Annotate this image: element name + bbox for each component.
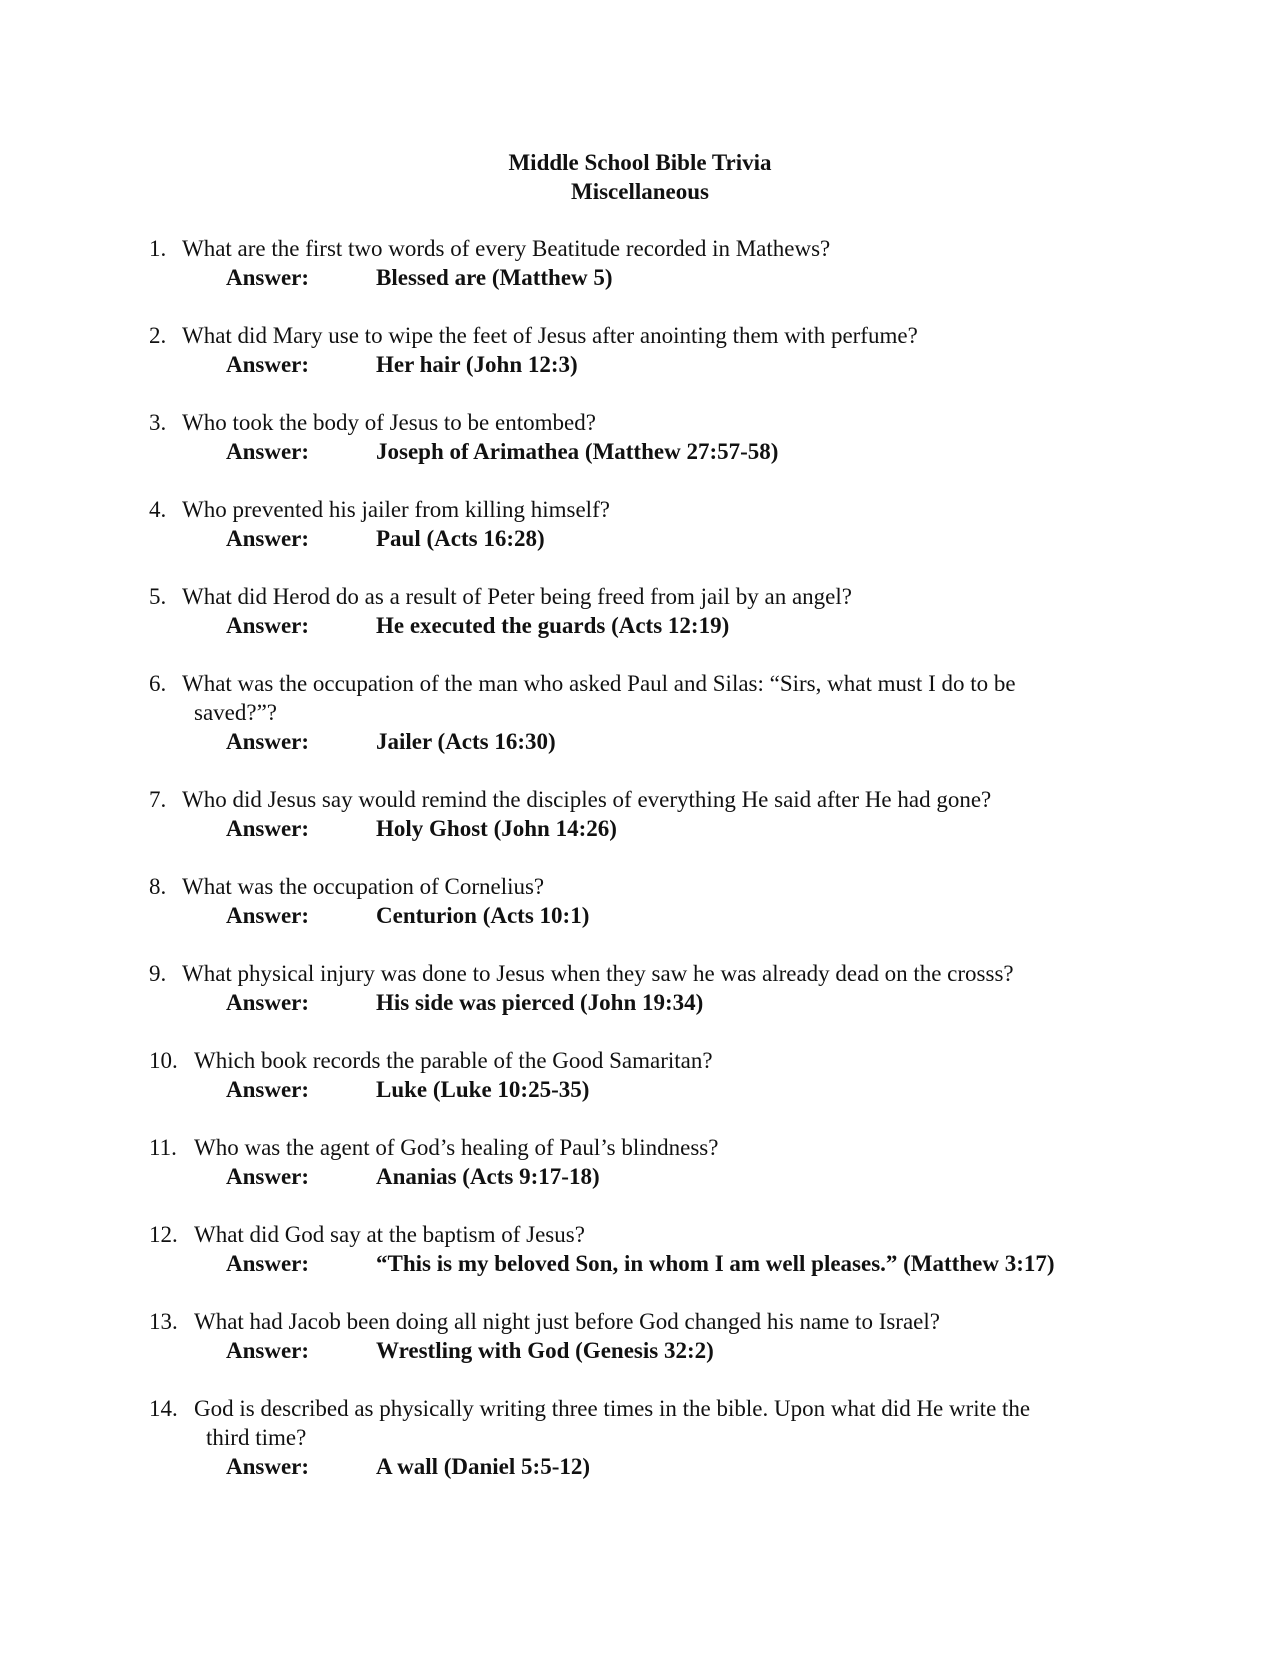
question-text: Who did Jesus say would remind the disciples of everything He said after He had gone? bbox=[182, 787, 992, 812]
question-number: 13. bbox=[149, 1309, 178, 1334]
answer-text: Blessed are (Matthew 5) bbox=[376, 265, 613, 290]
question-number: 2. bbox=[149, 323, 167, 348]
question-number: 4. bbox=[149, 497, 167, 522]
answer-row bbox=[149, 1452, 1149, 1481]
question-number: 12. bbox=[149, 1222, 178, 1247]
answer-label: Answer: bbox=[226, 439, 310, 464]
answer-text: Joseph of Arimathea (Matthew 27:57-58) bbox=[376, 439, 779, 464]
question-line bbox=[149, 785, 1149, 814]
question-line bbox=[149, 1307, 1149, 1336]
answer-row bbox=[149, 611, 1149, 640]
answer-row bbox=[149, 1075, 1149, 1104]
question-line bbox=[149, 1220, 1149, 1249]
answer-row bbox=[149, 1249, 1149, 1278]
question-line bbox=[149, 321, 1149, 350]
page-subtitle: Miscellaneous bbox=[571, 179, 709, 204]
question-number: 9. bbox=[149, 961, 167, 986]
answer-text: His side was pierced (John 19:34) bbox=[376, 990, 704, 1015]
answer-label: Answer: bbox=[226, 1077, 310, 1102]
answer-text: He executed the guards (Acts 12:19) bbox=[376, 613, 730, 638]
answer-text: Centurion (Acts 10:1) bbox=[376, 903, 590, 928]
answer-text: Paul (Acts 16:28) bbox=[376, 526, 545, 551]
answer-text: “This is my beloved Son, in whom I am well pleases.” (Matthew 3:17) bbox=[376, 1251, 1055, 1276]
answer-row bbox=[149, 988, 1149, 1017]
question-line bbox=[149, 1046, 1149, 1075]
answer-label: Answer: bbox=[226, 990, 310, 1015]
question-item bbox=[149, 495, 1149, 553]
question-item bbox=[149, 1133, 1149, 1191]
answer-text: Jailer (Acts 16:30) bbox=[376, 729, 556, 754]
answer-label: Answer: bbox=[226, 265, 310, 290]
answer-text: Ananias (Acts 9:17-18) bbox=[376, 1164, 600, 1189]
question-line bbox=[149, 872, 1149, 901]
question-text: Which book records the parable of the Good Samaritan? bbox=[194, 1048, 713, 1073]
answer-label: Answer: bbox=[226, 352, 310, 377]
question-item bbox=[149, 408, 1149, 466]
question-line bbox=[149, 234, 1149, 263]
answer-label: Answer: bbox=[226, 729, 310, 754]
answer-label: Answer: bbox=[226, 1164, 310, 1189]
question-line bbox=[149, 408, 1149, 437]
page-title: Middle School Bible Trivia bbox=[508, 150, 772, 175]
answer-row bbox=[149, 814, 1149, 843]
answer-label: Answer: bbox=[226, 526, 310, 551]
question-text: God is described as physically writing three times in the bible. Upon what did He write the bbox=[194, 1396, 1031, 1421]
question-text: Who prevented his jailer from killing himself? bbox=[182, 497, 610, 522]
question-line bbox=[149, 1133, 1149, 1162]
answer-text: Holy Ghost (John 14:26) bbox=[376, 816, 617, 841]
question-item bbox=[149, 321, 1149, 379]
title-block bbox=[0, 148, 1280, 206]
question-item bbox=[149, 1307, 1149, 1365]
question-item bbox=[149, 234, 1149, 292]
question-item bbox=[149, 669, 1149, 756]
question-number: 5. bbox=[149, 584, 167, 609]
answer-label: Answer: bbox=[226, 903, 310, 928]
question-item bbox=[149, 1394, 1149, 1481]
answer-text: Her hair (John 12:3) bbox=[376, 352, 578, 377]
answer-row bbox=[149, 263, 1149, 292]
question-number: 7. bbox=[149, 787, 167, 812]
question-number: 6. bbox=[149, 671, 167, 696]
answer-label: Answer: bbox=[226, 1338, 310, 1363]
answer-label: Answer: bbox=[226, 1251, 310, 1276]
question-item bbox=[149, 582, 1149, 640]
answer-row bbox=[149, 437, 1149, 466]
question-item bbox=[149, 872, 1149, 930]
question-number: 11. bbox=[149, 1135, 177, 1160]
question-text: What did Herod do as a result of Peter being freed from jail by an angel? bbox=[182, 584, 852, 609]
question-item bbox=[149, 785, 1149, 843]
question-number: 8. bbox=[149, 874, 167, 899]
answer-row bbox=[149, 727, 1149, 756]
question-line bbox=[149, 582, 1149, 611]
question-text-continued: saved?”? bbox=[194, 700, 277, 725]
question-number: 14. bbox=[149, 1396, 178, 1421]
question-number: 3. bbox=[149, 410, 167, 435]
question-text: What was the occupation of the man who asked Paul and Silas: “Sirs, what must I do to be bbox=[182, 671, 1016, 696]
answer-row bbox=[149, 350, 1149, 379]
answer-text: A wall (Daniel 5:5-12) bbox=[376, 1454, 591, 1479]
answer-text: Wrestling with God (Genesis 32:2) bbox=[376, 1338, 714, 1363]
question-text-continued: third time? bbox=[206, 1425, 307, 1450]
answer-label: Answer: bbox=[226, 1454, 310, 1479]
question-line bbox=[149, 495, 1149, 524]
question-text: What did Mary use to wipe the feet of Jesus after anointing them with perfume? bbox=[182, 323, 918, 348]
question-text: What had Jacob been doing all night just before God changed his name to Israel? bbox=[194, 1309, 940, 1334]
question-number: 10. bbox=[149, 1048, 178, 1073]
question-item bbox=[149, 1220, 1149, 1278]
question-list bbox=[149, 234, 1149, 1510]
question-text: Who took the body of Jesus to be entombed? bbox=[182, 410, 596, 435]
answer-text: Luke (Luke 10:25-35) bbox=[376, 1077, 590, 1102]
question-item bbox=[149, 1046, 1149, 1104]
question-line bbox=[149, 1394, 1149, 1452]
question-text: Who was the agent of God’s healing of Paul’s blindness? bbox=[194, 1135, 719, 1160]
answer-row bbox=[149, 1336, 1149, 1365]
answer-label: Answer: bbox=[226, 816, 310, 841]
answer-label: Answer: bbox=[226, 613, 310, 638]
question-number: 1. bbox=[149, 236, 167, 261]
answer-row bbox=[149, 524, 1149, 553]
question-text: What did God say at the baptism of Jesus? bbox=[194, 1222, 585, 1247]
answer-row bbox=[149, 1162, 1149, 1191]
question-text: What are the first two words of every Beatitude recorded in Mathews? bbox=[182, 236, 831, 261]
question-text: What physical injury was done to Jesus when they saw he was already dead on the crosss? bbox=[182, 961, 1014, 986]
question-item bbox=[149, 959, 1149, 1017]
answer-row bbox=[149, 901, 1149, 930]
question-text: What was the occupation of Cornelius? bbox=[182, 874, 545, 899]
question-line bbox=[149, 959, 1149, 988]
question-line bbox=[149, 669, 1149, 727]
